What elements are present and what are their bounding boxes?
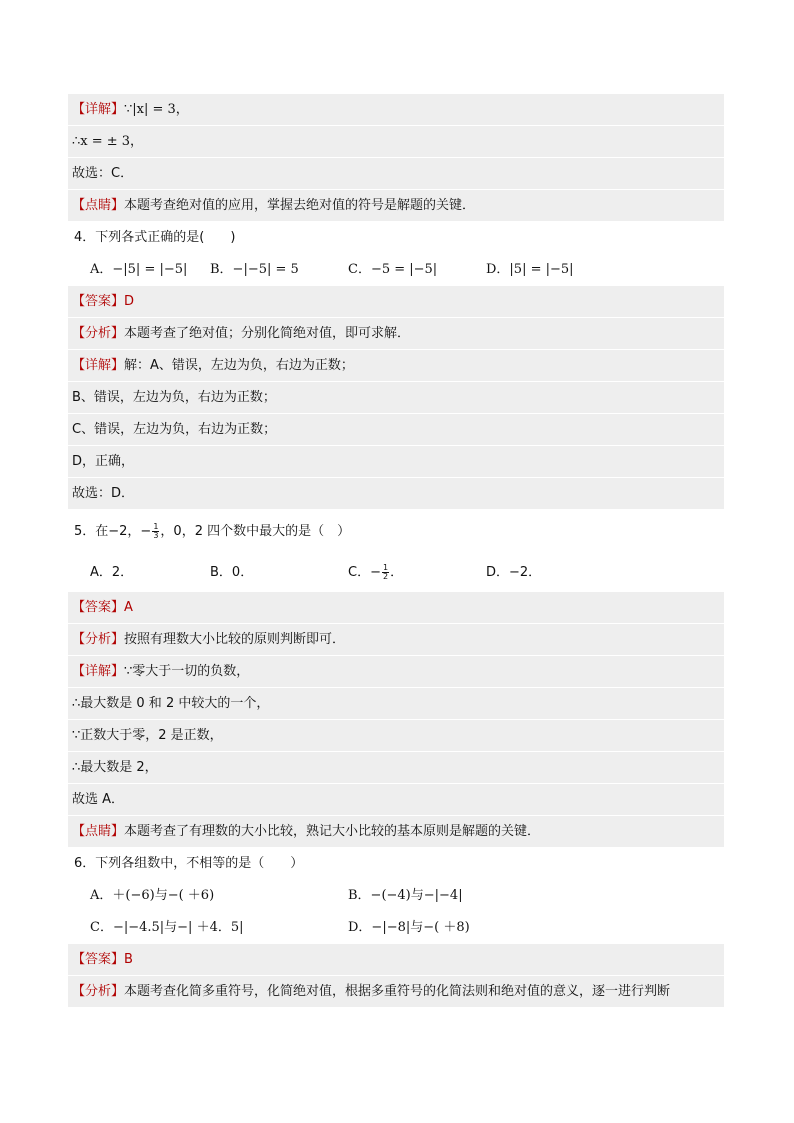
q4-answer: D (124, 294, 135, 309)
q5-answer: A (124, 600, 133, 615)
q3-line-2: ∴x = ± 3， (68, 126, 724, 158)
q6-option-b: B．−(−4)与−|−4| (348, 888, 463, 903)
q5-option-b: B．0． (210, 565, 254, 580)
detail-label: 【详解】 (72, 102, 125, 117)
q4-option-b: B．−|−5| = 5 (210, 262, 299, 277)
q4-detail-line: D，正确， (68, 446, 724, 478)
q3-detail-text: ∵|x| = 3， (124, 102, 189, 117)
q6-stem: 6．下列各组数中，不相等的是（ ） (74, 856, 304, 871)
q5-detail-line: ∵正数大于零，2 是正数， (68, 720, 724, 752)
q5-detail-row: 【详解】∵零大于一切的负数， (68, 656, 724, 688)
q3-detail-row (68, 94, 724, 126)
q5-detail-line: ∴最大数是 0 和 2 中较大的一个， (68, 688, 724, 720)
q5-stem-fraction: $\frac{1}{3}$ (153, 522, 159, 540)
q6-answer-row: 【答案】B (68, 944, 724, 976)
q5-option-c-fraction: $\frac{1}{2}$ (382, 563, 389, 581)
q5-stem: 5．在−2，− $\frac{1}{3}$ ，0，2 四个数中最大的是（ ） (74, 522, 351, 540)
q4-option-c: C．−5 = |−5| (348, 262, 438, 277)
q4-answer-row: 【答案】D (68, 286, 724, 318)
q5-options (68, 554, 724, 592)
q6-answer: B (124, 952, 133, 967)
q3-comment-row (68, 190, 724, 222)
q3-comment-text: 本题考查绝对值的应用，掌握去绝对值的符号是解题的关键． (124, 198, 476, 213)
q4-analysis-row: 【分析】本题考查了绝对值；分别化简绝对值，即可求解． (68, 318, 724, 350)
q4-detail-row: 【详解】解：A、错误，左边为负，右边为正数； (68, 350, 724, 382)
comment-label: 【点睛】 (72, 198, 125, 213)
q5-option-d: D．−2． (486, 565, 542, 580)
q5-option-a: A．2． (90, 565, 134, 580)
q4-options (68, 254, 724, 286)
q5-analysis-row: 【分析】按照有理数大小比较的原则判断即可． (68, 624, 724, 656)
q4-detail-line: C、错误，左边为负，右边为正数； (68, 414, 724, 446)
q4-stem: 4．下列各式正确的是( ) (74, 230, 236, 245)
q4-detail-line: B、错误，左边为负，右边为正数； (68, 382, 724, 414)
q4-option-d: D．|5| = |−5| (486, 262, 574, 277)
q6-options-row-1 (68, 880, 724, 912)
q6-option-c: C．−|−4.5|与−| ＋4．5| (90, 920, 244, 935)
q6-analysis-row: 【分析】本题考查化简多重符号，化简绝对值，根据多重符号的化简法则和绝对值的意义，逐一进行判断 (68, 976, 724, 1008)
document-page (68, 94, 724, 1008)
q6-options-row-2 (68, 912, 724, 944)
q6-option-d: D．−|−8|与−( ＋8) (348, 920, 470, 935)
q6-option-a: A．＋(−6)与−( ＋6) (90, 888, 215, 903)
q5-detail-line: ∴最大数是 2， (68, 752, 724, 784)
q3-line-3: 故选：C． (68, 158, 724, 190)
q5-detail-line: 故选 A． (68, 784, 724, 816)
q5-answer-row: 【答案】A (68, 592, 724, 624)
q5-comment-row: 【点睛】本题考查了有理数的大小比较，熟记大小比较的基本原则是解题的关键． (68, 816, 724, 848)
q4-detail-line: 故选：D． (68, 478, 724, 510)
q5-option-c: C．− $\frac{1}{2}$ ． (348, 563, 404, 581)
q4-option-a: A．−|5| = |−5| (90, 262, 188, 277)
